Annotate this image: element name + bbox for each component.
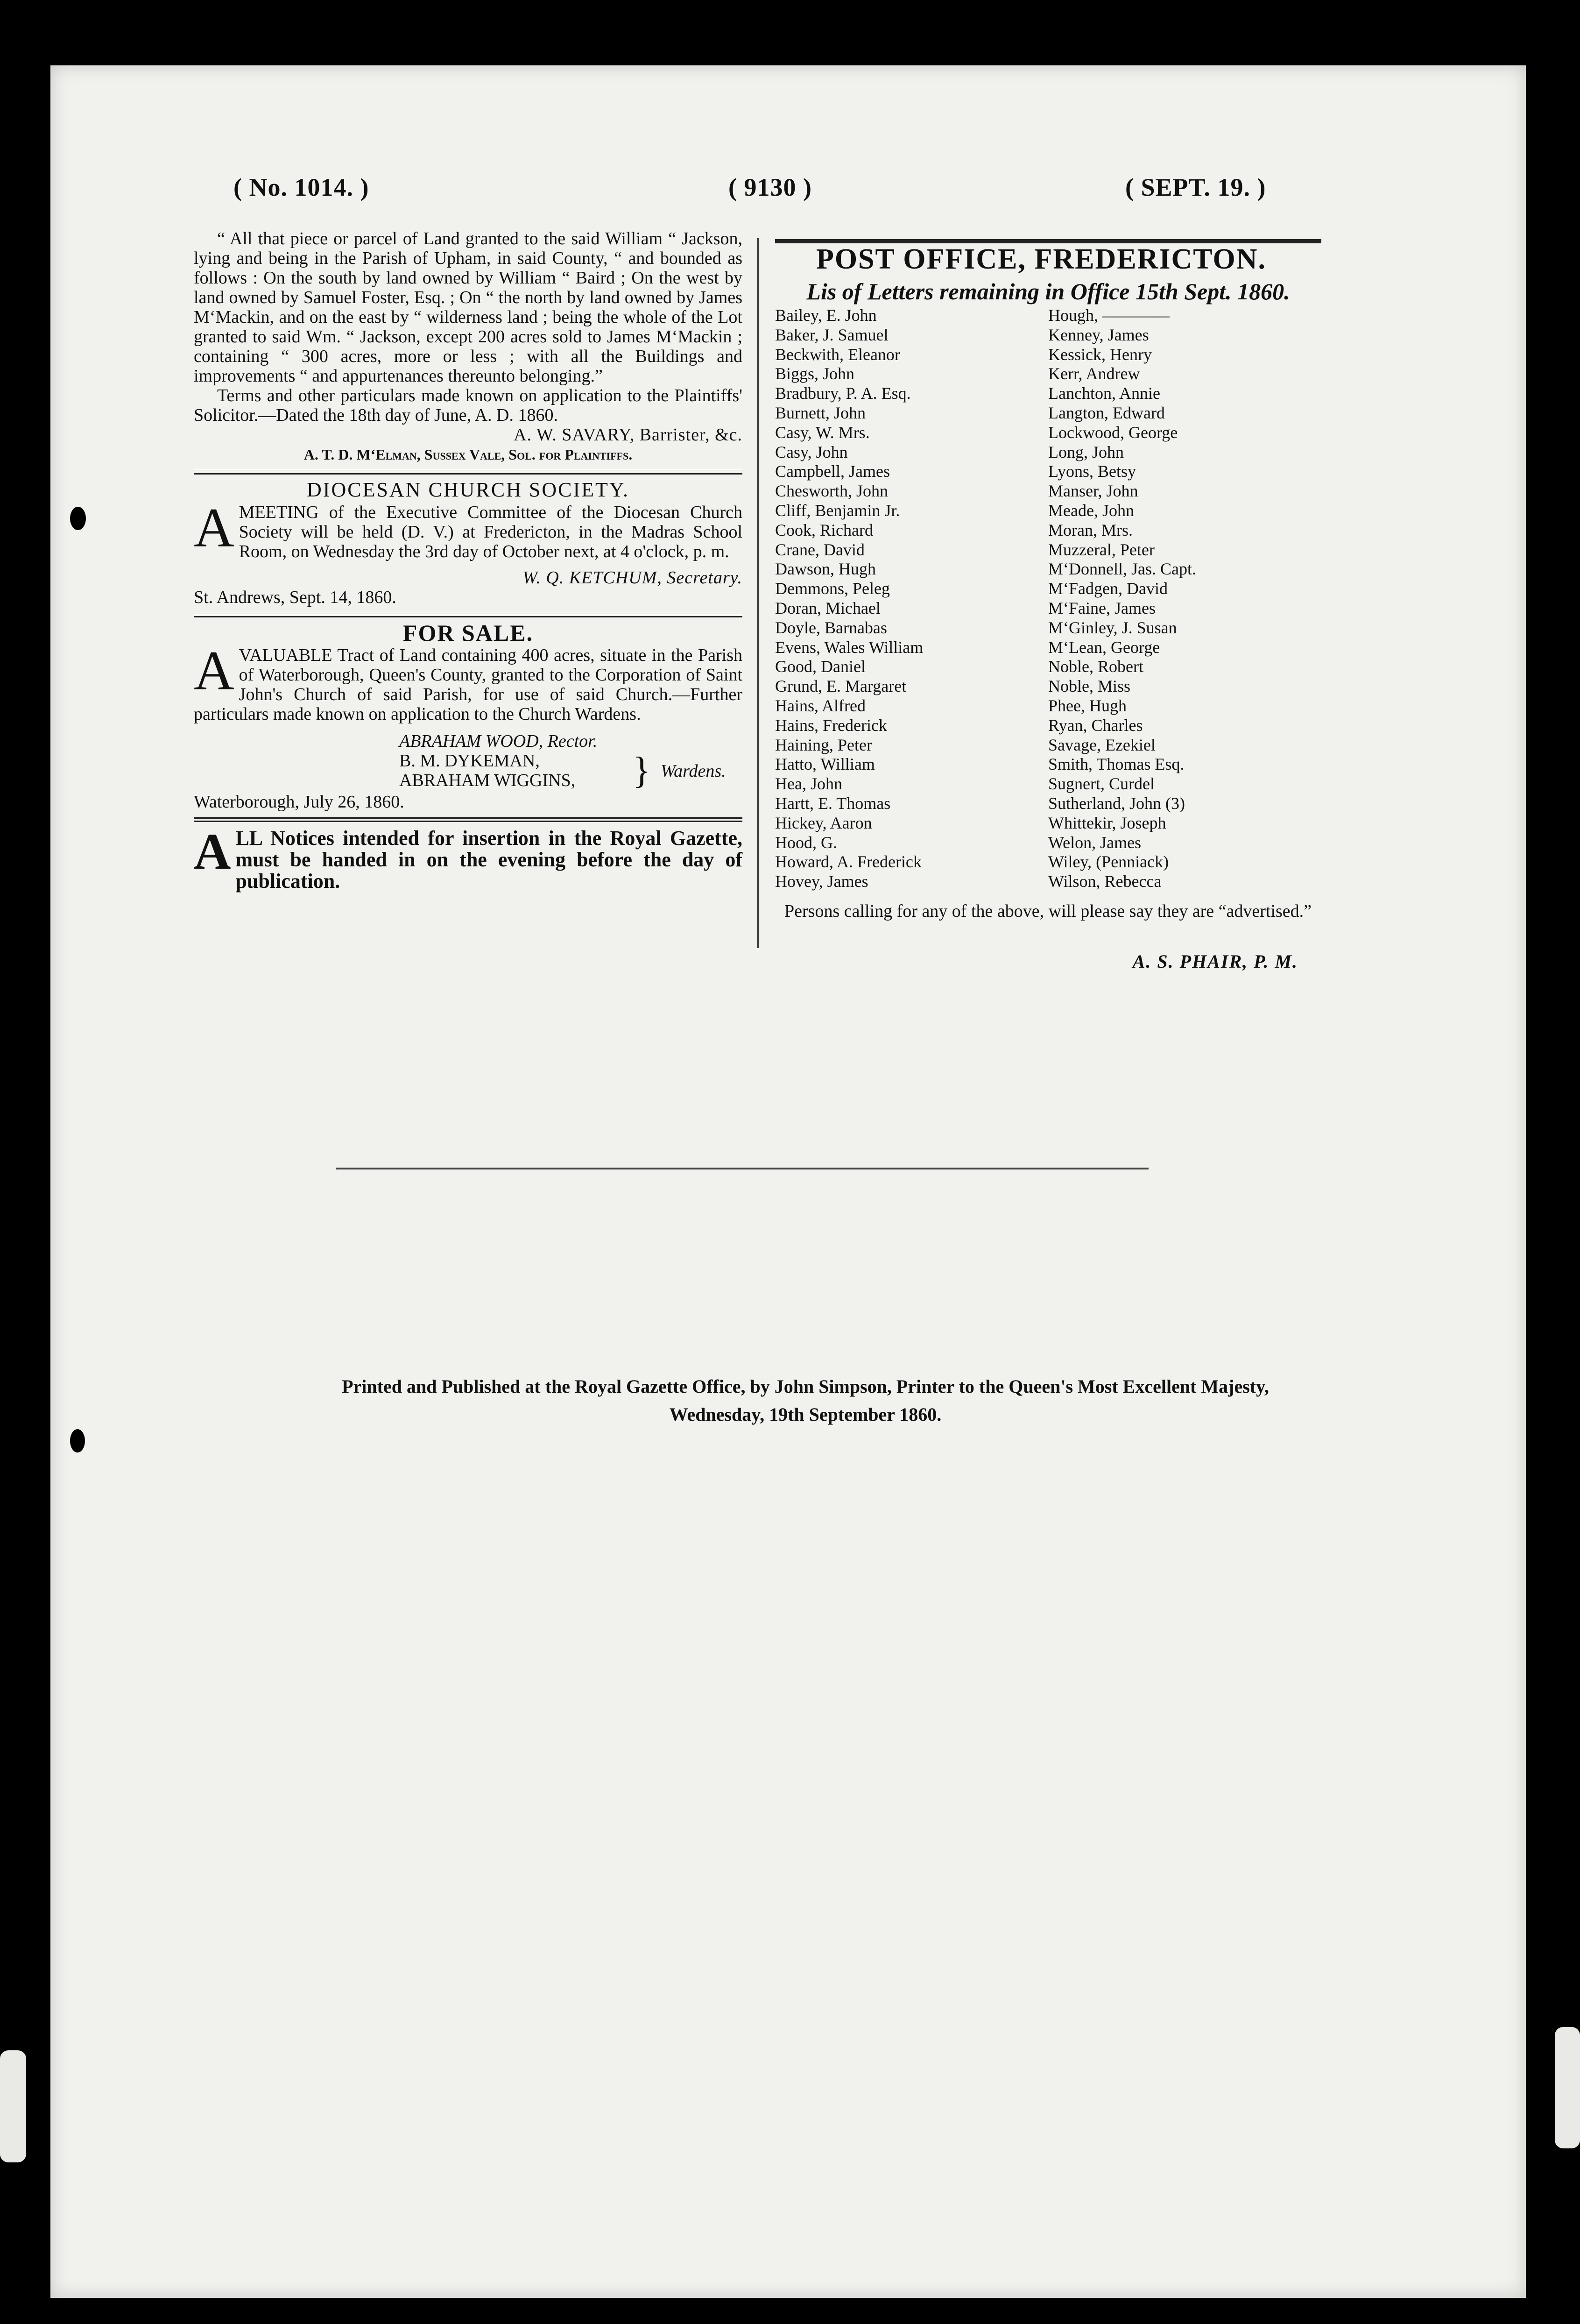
ink-blot — [70, 507, 86, 530]
horizontal-rule — [336, 1168, 1149, 1169]
letter-entry: Phee, Hugh — [1048, 696, 1127, 715]
post-office-title: POST OFFICE, FREDERICTON. — [816, 243, 1267, 275]
phair-signature: A. S. PHAIR, P. M. — [1132, 951, 1298, 972]
letter-entry: Wilson, Rebecca — [1048, 872, 1162, 891]
melman-signature: A. T. D. M‘Elman, Sussex Vale, Sol. for Plaintiffs. — [303, 446, 633, 463]
letter-entry: Hood, G. — [775, 833, 837, 852]
letter-entry: Muzzeral, Peter — [1048, 540, 1155, 559]
section-rule — [194, 613, 742, 617]
letter-entry: Casy, John — [775, 442, 848, 461]
letter-entry: Hains, Frederick — [775, 716, 887, 735]
letter-entry: Crane, David — [775, 540, 865, 559]
letter-entry: Evens, Wales William — [775, 638, 924, 657]
section-rule — [194, 470, 742, 475]
letter-entry: Haining, Peter — [775, 735, 872, 754]
letter-entry: Lockwood, George — [1048, 423, 1178, 442]
letter-entry: Noble, Miss — [1048, 677, 1131, 696]
letter-entry: Sugnert, Curdel — [1048, 774, 1155, 794]
sale-place-date: Waterborough, July 26, 1860. — [194, 792, 404, 812]
post-office-note: Persons calling for any of the above, will please say they are “advertised.” — [784, 901, 1312, 921]
letter-entry: Casy, W. Mrs. — [775, 423, 870, 442]
letter-entry: Baker, J. Samuel — [775, 325, 889, 344]
land-notice-terms: Terms and other particulars made known on application to the Plaintiffs' Solicitor.—Dated the 18th day of June, A. D. 1860. — [194, 386, 742, 425]
notices-body: LL Notices intended for insertion in the Royal Gazette, must be handed in on the evening before the day of publication. — [235, 827, 742, 893]
letter-entry: Lyons, Betsy — [1048, 462, 1136, 481]
letter-entry: Sutherland, John (3) — [1048, 794, 1185, 813]
dykeman-signature: B. M. DYKEMAN, — [399, 751, 540, 771]
column-divider — [757, 238, 759, 948]
left-column — [194, 229, 742, 892]
savary-signature: A. W. SAVARY, Barrister, &c. — [514, 425, 742, 445]
letters-list-col1 — [775, 306, 1037, 892]
sale-dropcap: A — [194, 639, 234, 701]
letter-entry: Grund, E. Margaret — [775, 677, 907, 696]
page-tab — [0, 2050, 26, 2162]
letter-entry: Hartt, E. Thomas — [775, 794, 891, 813]
letter-entry: Langton, Edward — [1048, 403, 1165, 422]
letter-entry: Cliff, Benjamin Jr. — [775, 501, 900, 520]
letter-entry: Demmons, Peleg — [775, 579, 890, 598]
footer-printer-line: Printed and Published at the Royal Gazette Office, by John Simpson, Printer to the Queen's Most Excellent Majesty, — [342, 1376, 1269, 1397]
letter-entry: Bailey, E. John — [775, 306, 877, 325]
letter-entry: Meade, John — [1048, 501, 1134, 520]
letter-entry: Doyle, Barnabas — [775, 618, 887, 637]
ketchum-signature: W. Q. KETCHUM, Secretary. — [522, 568, 742, 588]
letter-entry: Smith, Thomas Esq. — [1048, 755, 1185, 774]
page-tab — [1555, 2027, 1580, 2148]
letter-entry: Welon, James — [1048, 833, 1142, 852]
letter-entry: Whittekir, Joseph — [1048, 813, 1166, 832]
letter-entry: Burnett, John — [775, 403, 866, 422]
letter-entry: Hovey, James — [775, 872, 868, 891]
letter-entry: Hough, ———— — [1048, 306, 1170, 325]
letter-entry: Lanchton, Annie — [1048, 384, 1160, 403]
wardens-label: Wardens. — [661, 761, 726, 781]
footer-date-line: Wednesday, 19th September 1860. — [669, 1404, 942, 1425]
letter-entry: Savage, Ezekiel — [1048, 735, 1156, 754]
land-notice-text: “ All that piece or parcel of Land granted to the said William “ Jackson, lying and being in the Parish of Upham, in said County, “ and bounded as follows : On the south by land owned by William “ Baird ; On the west by land owned by Samuel Foster, Esq. ; On “ the north by land owned by James M‘Mackin, and on the east by “ wilderness land ; being the whole of the Lot granted to said Wm. “ Jackson, except 200 acres sold to James M‘Mackin ; containing “ 300 acres, more or less ; with all the Buildings and improvements “ and appurtenances thereunto belonging.” — [194, 229, 742, 386]
church-place-date: St. Andrews, Sept. 14, 1860. — [194, 588, 396, 607]
page-number: ( 9130 ) — [728, 173, 812, 201]
letter-entry: Biggs, John — [775, 364, 855, 383]
letter-entry: Hains, Alfred — [775, 696, 866, 715]
issue-date: ( SEPT. 19. ) — [1125, 173, 1266, 201]
letter-entry: Noble, Robert — [1048, 657, 1143, 676]
brace-icon: } — [633, 750, 651, 791]
notices-dropcap: A — [194, 823, 231, 880]
letter-entry: M‘Faine, James — [1048, 598, 1156, 617]
letter-entry: Kerr, Andrew — [1048, 364, 1140, 383]
letter-entry: Long, John — [1048, 442, 1124, 461]
for-sale-heading: FOR SALE. — [402, 620, 534, 646]
letter-entry: Bradbury, P. A. Esq. — [775, 384, 911, 403]
letter-entry: M‘Donnell, Jas. Capt. — [1048, 560, 1196, 579]
letters-list-col2 — [1048, 306, 1319, 892]
letter-entry: Chesworth, John — [775, 482, 888, 501]
letter-entry: M‘Ginley, J. Susan — [1048, 618, 1177, 637]
post-office-subtitle: Lis of Letters remaining in Office 15th Sept. 1860. — [806, 278, 1290, 305]
church-society-heading: DIOCESAN CHURCH SOCIETY. — [307, 478, 629, 501]
letter-entry: Campbell, James — [775, 462, 890, 481]
letter-entry: Kessick, Henry — [1048, 345, 1152, 364]
letter-entry: Hickey, Aaron — [775, 813, 872, 832]
letter-entry: Doran, Michael — [775, 598, 881, 617]
letter-entry: Ryan, Charles — [1048, 716, 1143, 735]
wood-signature: ABRAHAM WOOD, Rector. — [399, 731, 598, 751]
letter-entry: Moran, Mrs. — [1048, 520, 1133, 539]
letter-entry: Dawson, Hugh — [775, 560, 876, 579]
letter-entry: Cook, Richard — [775, 520, 873, 539]
letter-entry: Good, Daniel — [775, 657, 866, 676]
letter-entry: Wiley, (Penniack) — [1048, 852, 1169, 872]
letter-entry: Beckwith, Eleanor — [775, 345, 900, 364]
church-dropcap: A — [194, 496, 234, 559]
issue-number: ( No. 1014. ) — [233, 173, 369, 201]
letter-entry: Hea, John — [775, 774, 842, 794]
church-body: MEETING of the Executive Committee of the Diocesan Church Society will be held (D. V.) at Fredericton, in the Madras School Room, on Wednesday the 3rd day of October next, at 4 o'clock, p. m. — [239, 503, 742, 561]
sale-body: VALUABLE Tract of Land containing 400 acres, situate in the Parish of Waterborough, Queen's County, granted to the Corporation of Saint John's Church of said Parish, for use of said Church.—Further particulars made known on application to the Church Wardens. — [194, 645, 742, 724]
ink-blot — [70, 1429, 85, 1452]
wiggins-signature: ABRAHAM WIGGINS, — [399, 771, 576, 790]
letter-entry: M‘Lean, George — [1048, 638, 1160, 657]
letter-entry: Hatto, William — [775, 755, 875, 774]
letter-entry: Howard, A. Frederick — [775, 852, 922, 872]
letter-entry: M‘Fadgen, David — [1048, 579, 1168, 598]
letter-entry: Kenney, James — [1048, 325, 1149, 344]
section-rule — [194, 817, 742, 822]
letter-entry: Manser, John — [1048, 482, 1138, 501]
